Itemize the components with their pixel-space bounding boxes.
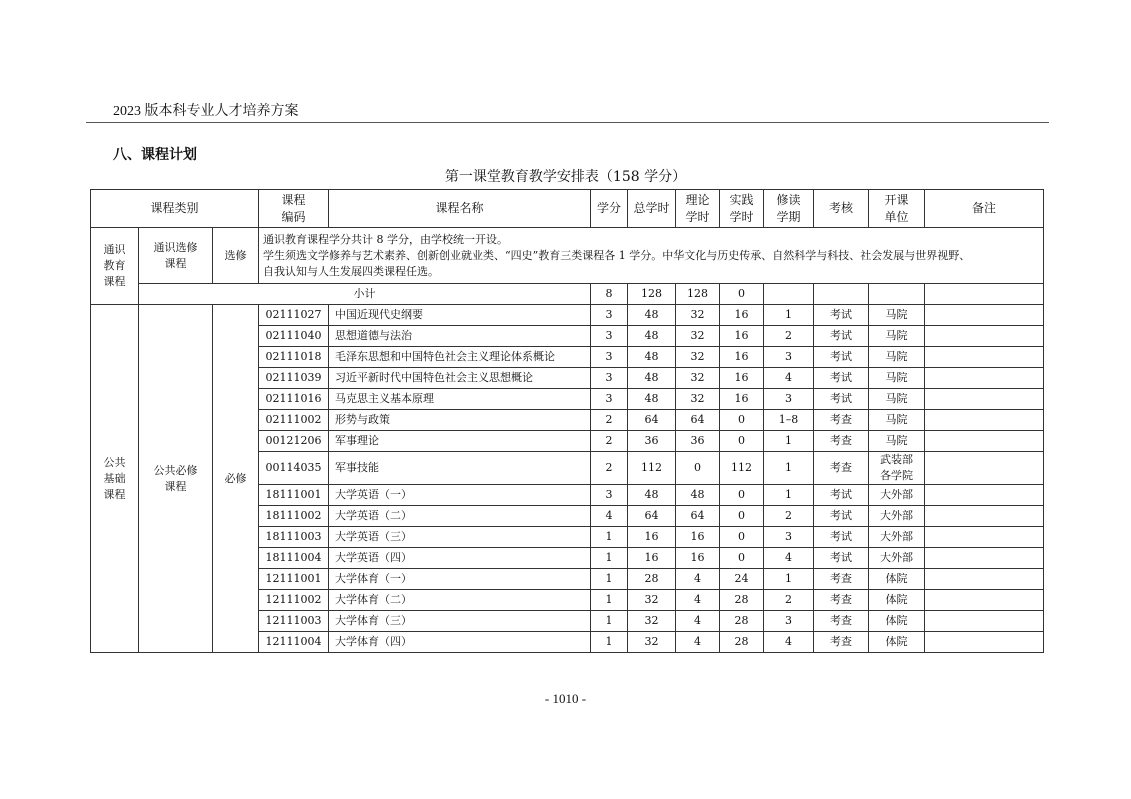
col-unit-l2: 单位 <box>884 209 909 224</box>
general-subcategory <box>139 228 213 284</box>
course-practice-hours: 28 <box>720 590 764 611</box>
subtotal-practice-hours: 0 <box>720 284 764 305</box>
course-total-hours: 16 <box>628 527 676 548</box>
course-credit: 1 <box>591 527 628 548</box>
course-remarks <box>925 326 1044 347</box>
course-remarks <box>925 452 1044 485</box>
course-code: 02111002 <box>259 410 329 431</box>
subtotal-assessment <box>814 284 869 305</box>
course-total-hours: 32 <box>628 632 676 653</box>
course-semester: 1–8 <box>764 410 814 431</box>
course-semester: 4 <box>764 632 814 653</box>
course-credit: 3 <box>591 389 628 410</box>
course-semester: 4 <box>764 368 814 389</box>
course-code: 12111003 <box>259 611 329 632</box>
col-code <box>259 190 329 228</box>
course-unit: 马院 <box>869 368 925 389</box>
course-remarks <box>925 506 1044 527</box>
course-remarks <box>925 431 1044 452</box>
course-code: 18111004 <box>259 548 329 569</box>
course-credit: 3 <box>591 368 628 389</box>
course-unit-l2: 各学院 <box>880 469 914 482</box>
course-practice-hours: 16 <box>720 389 764 410</box>
course-credit: 3 <box>591 326 628 347</box>
course-unit: 马院 <box>869 431 925 452</box>
course-name: 军事理论 <box>329 431 591 452</box>
col-total-hours: 总学时 <box>628 190 676 228</box>
course-assessment: 考试 <box>814 548 869 569</box>
course-assessment: 考查 <box>814 431 869 452</box>
course-remarks <box>925 368 1044 389</box>
course-name: 思想道德与法治 <box>329 326 591 347</box>
public-category-l2: 基础 <box>103 471 126 485</box>
course-name: 大学英语（二） <box>329 506 591 527</box>
course-theory-hours: 48 <box>676 485 720 506</box>
course-code: 18111003 <box>259 527 329 548</box>
course-remarks <box>925 389 1044 410</box>
subtotal-theory-hours: 128 <box>676 284 720 305</box>
subtotal-remarks <box>925 284 1044 305</box>
course-remarks <box>925 548 1044 569</box>
course-unit: 体院 <box>869 611 925 632</box>
col-remarks: 备注 <box>925 190 1044 228</box>
header-rule <box>86 122 1049 123</box>
course-name: 形势与政策 <box>329 410 591 431</box>
course-semester: 3 <box>764 347 814 368</box>
course-theory-hours: 4 <box>676 632 720 653</box>
course-credit: 1 <box>591 632 628 653</box>
course-credit: 1 <box>591 611 628 632</box>
course-remarks <box>925 485 1044 506</box>
course-credit: 1 <box>591 590 628 611</box>
col-code-l2: 编码 <box>281 209 306 224</box>
course-semester: 4 <box>764 548 814 569</box>
course-theory-hours: 32 <box>676 347 720 368</box>
course-unit: 马院 <box>869 410 925 431</box>
running-header: 2023 版本科专业人才培养方案 <box>113 104 299 119</box>
course-remarks <box>925 305 1044 326</box>
course-theory-hours: 4 <box>676 569 720 590</box>
course-semester: 1 <box>764 305 814 326</box>
course-total-hours: 48 <box>628 389 676 410</box>
course-practice-hours: 24 <box>720 569 764 590</box>
course-practice-hours: 0 <box>720 410 764 431</box>
course-theory-hours: 32 <box>676 368 720 389</box>
course-name: 大学英语（一） <box>329 485 591 506</box>
col-assessment: 考核 <box>814 190 869 228</box>
general-sub-l2: 课程 <box>164 256 187 270</box>
general-type: 选修 <box>213 228 259 284</box>
course-remarks <box>925 569 1044 590</box>
col-practice-hours <box>720 190 764 228</box>
general-desc-l1: 通识教育课程学分共计 8 学分，由学校统一开设。 <box>263 232 509 246</box>
course-theory-hours: 32 <box>676 326 720 347</box>
course-total-hours: 48 <box>628 305 676 326</box>
course-code: 00114035 <box>259 452 329 485</box>
general-description <box>259 228 1044 284</box>
course-theory-hours: 16 <box>676 548 720 569</box>
course-credit: 1 <box>591 548 628 569</box>
col-code-l1: 课程 <box>281 192 306 207</box>
general-desc-l3: 自我认知与人生发展四类课程任选。 <box>263 264 440 278</box>
course-remarks <box>925 527 1044 548</box>
course-unit: 大外部 <box>869 527 925 548</box>
public-category <box>91 305 139 653</box>
course-practice-hours: 28 <box>720 611 764 632</box>
course-name: 大学英语（三） <box>329 527 591 548</box>
course-semester: 2 <box>764 326 814 347</box>
course-assessment: 考试 <box>814 326 869 347</box>
col-category: 课程类别 <box>91 190 259 228</box>
col-semester <box>764 190 814 228</box>
general-category-l2: 教育 <box>103 259 126 272</box>
course-name: 大学英语（四） <box>329 548 591 569</box>
course-unit: 大外部 <box>869 548 925 569</box>
course-theory-hours: 32 <box>676 389 720 410</box>
course-assessment: 考查 <box>814 410 869 431</box>
subtotal-credit: 8 <box>591 284 628 305</box>
course-code: 18111002 <box>259 506 329 527</box>
course-assessment: 考试 <box>814 305 869 326</box>
course-unit: 马院 <box>869 389 925 410</box>
general-subtotal-row <box>91 284 1044 305</box>
course-total-hours: 48 <box>628 368 676 389</box>
course-total-hours: 64 <box>628 506 676 527</box>
course-assessment: 考试 <box>814 368 869 389</box>
course-unit: 体院 <box>869 632 925 653</box>
table-title: 第一课堂教育教学安排表（158 学分） <box>444 169 687 185</box>
course-semester: 3 <box>764 527 814 548</box>
course-theory-hours: 4 <box>676 611 720 632</box>
course-name: 大学体育（二） <box>329 590 591 611</box>
course-name: 大学体育（四） <box>329 632 591 653</box>
course-name: 中国近现代史纲要 <box>329 305 591 326</box>
course-code: 02111039 <box>259 368 329 389</box>
course-assessment: 考试 <box>814 347 869 368</box>
course-name: 大学体育（一） <box>329 569 591 590</box>
course-remarks <box>925 611 1044 632</box>
course-credit: 2 <box>591 452 628 485</box>
course-credit: 1 <box>591 569 628 590</box>
course-assessment: 考查 <box>814 569 869 590</box>
col-unit <box>869 190 925 228</box>
course-assessment: 考查 <box>814 452 869 485</box>
course-credit: 2 <box>591 431 628 452</box>
course-total-hours: 48 <box>628 326 676 347</box>
section-heading: 八、课程计划 <box>113 147 197 163</box>
course-unit: 大外部 <box>869 506 925 527</box>
course-assessment: 考试 <box>814 506 869 527</box>
course-semester: 2 <box>764 506 814 527</box>
course-semester: 1 <box>764 431 814 452</box>
course-assessment: 考查 <box>814 632 869 653</box>
course-practice-hours: 0 <box>720 506 764 527</box>
col-semester-l2: 学期 <box>776 209 801 224</box>
course-practice-hours: 16 <box>720 305 764 326</box>
course-total-hours: 16 <box>628 548 676 569</box>
course-semester: 3 <box>764 389 814 410</box>
public-sub-l2: 课程 <box>164 479 187 493</box>
course-unit: 马院 <box>869 347 925 368</box>
course-practice-hours: 0 <box>720 548 764 569</box>
course-semester: 2 <box>764 590 814 611</box>
col-name: 课程名称 <box>329 190 591 228</box>
course-code: 12111001 <box>259 569 329 590</box>
course-credit: 2 <box>591 410 628 431</box>
course-total-hours: 48 <box>628 485 676 506</box>
table-row <box>91 305 1044 326</box>
course-credit: 3 <box>591 305 628 326</box>
course-code: 12111004 <box>259 632 329 653</box>
course-practice-hours: 16 <box>720 368 764 389</box>
general-desc-l2: 学生须选文学修养与艺术素养、创新创业就业类、“四史”教育三类课程各 1 学分。中华文化与历史传承、自然科学与科技、社会发展与世界视野、 <box>263 248 971 262</box>
course-unit: 体院 <box>869 590 925 611</box>
course-theory-hours: 16 <box>676 527 720 548</box>
course-plan-table <box>90 189 1044 653</box>
course-unit <box>869 452 925 485</box>
course-remarks <box>925 410 1044 431</box>
course-theory-hours: 36 <box>676 431 720 452</box>
general-category <box>91 228 139 305</box>
col-credit: 学分 <box>591 190 628 228</box>
course-total-hours: 32 <box>628 590 676 611</box>
col-theory-l1: 理论 <box>685 192 710 207</box>
public-type: 必修 <box>213 305 259 653</box>
course-practice-hours: 28 <box>720 632 764 653</box>
public-subcategory <box>139 305 213 653</box>
course-name: 大学体育（三） <box>329 611 591 632</box>
general-sub-l1: 通识选修 <box>153 240 198 254</box>
public-category-l3: 课程 <box>103 487 126 501</box>
course-name: 军事技能 <box>329 452 591 485</box>
course-credit: 3 <box>591 485 628 506</box>
course-unit-l1: 武装部 <box>880 453 914 466</box>
course-theory-hours: 0 <box>676 452 720 485</box>
col-theory-hours <box>676 190 720 228</box>
course-assessment: 考试 <box>814 485 869 506</box>
subtotal-semester <box>764 284 814 305</box>
course-code: 02111018 <box>259 347 329 368</box>
col-theory-l2: 学时 <box>685 209 710 224</box>
course-theory-hours: 64 <box>676 410 720 431</box>
course-code: 00121206 <box>259 431 329 452</box>
general-category-l3: 课程 <box>103 275 126 288</box>
course-total-hours: 64 <box>628 410 676 431</box>
course-total-hours: 32 <box>628 611 676 632</box>
col-practice-l2: 学时 <box>729 209 754 224</box>
col-semester-l1: 修读 <box>776 192 801 207</box>
subtotal-unit <box>869 284 925 305</box>
course-name: 马克思主义基本原理 <box>329 389 591 410</box>
course-total-hours: 112 <box>628 452 676 485</box>
course-practice-hours: 0 <box>720 527 764 548</box>
public-category-l1: 公共 <box>103 455 126 469</box>
course-unit: 体院 <box>869 569 925 590</box>
course-theory-hours: 4 <box>676 590 720 611</box>
course-name: 毛泽东思想和中国特色社会主义理论体系概论 <box>329 347 591 368</box>
course-credit: 4 <box>591 506 628 527</box>
header-row <box>91 190 1044 228</box>
course-theory-hours: 64 <box>676 506 720 527</box>
course-code: 02111040 <box>259 326 329 347</box>
course-code: 02111027 <box>259 305 329 326</box>
course-practice-hours: 16 <box>720 347 764 368</box>
course-credit: 3 <box>591 347 628 368</box>
course-assessment: 考查 <box>814 590 869 611</box>
page-number: - 1010 - <box>544 691 587 706</box>
course-code: 02111016 <box>259 389 329 410</box>
course-unit: 马院 <box>869 305 925 326</box>
course-practice-hours: 16 <box>720 326 764 347</box>
course-name: 习近平新时代中国特色社会主义思想概论 <box>329 368 591 389</box>
course-remarks <box>925 632 1044 653</box>
col-practice-l1: 实践 <box>729 192 754 207</box>
course-code: 12111002 <box>259 590 329 611</box>
course-semester: 1 <box>764 485 814 506</box>
course-remarks <box>925 590 1044 611</box>
course-semester: 1 <box>764 569 814 590</box>
course-assessment: 考查 <box>814 611 869 632</box>
course-practice-hours: 112 <box>720 452 764 485</box>
subtotal-label: 小计 <box>139 284 591 305</box>
course-unit: 大外部 <box>869 485 925 506</box>
public-sub-l1: 公共必修 <box>153 463 198 477</box>
general-category-l1: 通识 <box>103 243 126 256</box>
course-code: 18111001 <box>259 485 329 506</box>
course-assessment: 考试 <box>814 389 869 410</box>
course-total-hours: 48 <box>628 347 676 368</box>
course-semester: 1 <box>764 452 814 485</box>
course-semester: 3 <box>764 611 814 632</box>
course-total-hours: 28 <box>628 569 676 590</box>
subtotal-total-hours: 128 <box>628 284 676 305</box>
course-total-hours: 36 <box>628 431 676 452</box>
course-unit: 马院 <box>869 326 925 347</box>
course-practice-hours: 0 <box>720 431 764 452</box>
course-remarks <box>925 347 1044 368</box>
col-unit-l1: 开课 <box>884 192 909 207</box>
general-desc-row <box>91 228 1044 284</box>
course-practice-hours: 0 <box>720 485 764 506</box>
course-assessment: 考试 <box>814 527 869 548</box>
course-theory-hours: 32 <box>676 305 720 326</box>
